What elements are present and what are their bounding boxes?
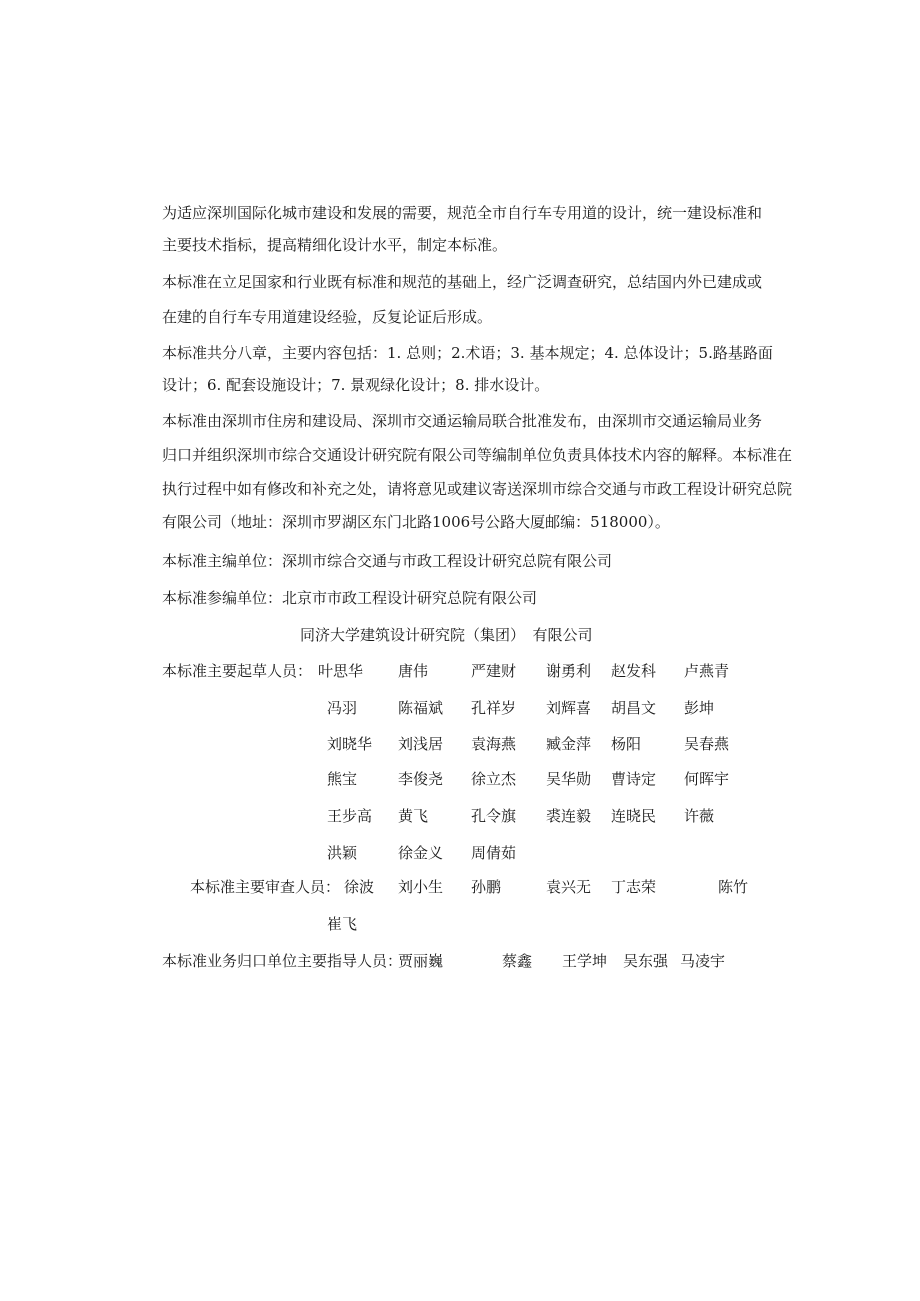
person-name: 吴华勋	[546, 770, 592, 788]
person-name: 徐波	[344, 878, 375, 896]
person-name: 黄飞	[398, 807, 429, 825]
person-name: 洪颖	[327, 844, 358, 862]
person-name: 曹诗定	[611, 770, 657, 788]
paragraph-line: 本标准在立足国家和行业既有标准和规范的基础上，经广泛调查研究，总结国内外已建成或	[162, 273, 763, 291]
drafters-label: 本标准主要起草人员：	[162, 662, 313, 680]
paragraph-line: 归口并组织深圳市综合交通设计研究院有限公司等编制单位负责具体技术内容的解释。本标准在	[162, 446, 793, 464]
paragraph-line: 设计；6. 配套设施设计；7. 景观绿化设计；8. 排水设计。	[162, 376, 550, 394]
person-name: 卢燕青	[684, 662, 730, 680]
person-name: 赵发科	[611, 662, 657, 680]
person-name: 周倩茹	[471, 844, 517, 862]
paragraph-line: 主要技术指标，提高精细化设计水平，制定本标准。	[162, 236, 508, 254]
person-name: 徐立杰	[471, 770, 517, 788]
person-name: 胡昌文	[611, 699, 657, 717]
person-name: 吴春燕	[684, 735, 730, 753]
person-name: 袁兴无	[546, 878, 592, 896]
reviewers-label: 本标准主要审查人员：	[190, 878, 341, 896]
person-name: 冯羽	[327, 699, 358, 717]
person-name: 裘连毅	[546, 807, 592, 825]
person-name: 陈竹	[718, 878, 749, 896]
person-name: 刘小生	[398, 878, 444, 896]
person-name: 孔祥岁	[471, 699, 517, 717]
person-name: 刘晓华	[327, 735, 373, 753]
chief-editor-unit: 本标准主编单位：深圳市综合交通与市政工程设计研究总院有限公司	[162, 552, 613, 570]
person-name: 王学坤	[562, 952, 608, 970]
person-name: 崔飞	[327, 915, 358, 933]
paragraph-line: 本标准共分八章，主要内容包括：1. 总则；2.术语；3. 基本规定；4. 总体设计；5.路基路面	[162, 344, 773, 362]
person-name: 丁志荣	[611, 878, 657, 896]
person-name: 臧金萍	[546, 735, 592, 753]
participating-unit: 本标准参编单位：北京市市政工程设计研究总院有限公司	[162, 589, 538, 607]
person-name: 熊宝	[327, 770, 358, 788]
person-name: 谢勇利	[546, 662, 592, 680]
person-name: 蔡鑫	[502, 952, 533, 970]
person-name: 连晓民	[611, 807, 657, 825]
guidance-label: 本标准业务归口单位主要指导人员：	[162, 952, 403, 970]
person-name: 马凌宇	[680, 952, 726, 970]
paragraph-line: 执行过程中如有修改和补充之处，请将意见或建议寄送深圳市综合交通与市政工程设计研究总院	[162, 480, 793, 498]
person-name: 孙鹏	[471, 878, 502, 896]
person-name: 严建财	[471, 662, 517, 680]
person-name: 陈福斌	[398, 699, 444, 717]
person-name: 刘辉喜	[546, 699, 592, 717]
person-name: 唐伟	[398, 662, 429, 680]
person-name: 何晖宇	[684, 770, 730, 788]
person-name: 李俊尧	[398, 770, 444, 788]
person-name: 叶思华	[318, 662, 364, 680]
person-name: 王步高	[327, 807, 373, 825]
person-name: 孔令旗	[471, 807, 517, 825]
paragraph-line: 本标准由深圳市住房和建设局、深圳市交通运输局联合批准发布，由深圳市交通运输局业务	[162, 412, 763, 430]
person-name: 刘浅居	[398, 735, 444, 753]
paragraph-line: 在建的自行车专用道建设经验，反复论证后形成。	[162, 308, 493, 326]
person-name: 袁海燕	[471, 735, 517, 753]
person-name: 彭坤	[684, 699, 715, 717]
paragraph-line: 为适应深圳国际化城市建设和发展的需要，规范全市自行车专用道的设计，统一建设标准和	[162, 204, 763, 222]
paragraph-line: 有限公司（地址：深圳市罗湖区东门北路1006号公路大厦邮编：518000）。	[162, 513, 670, 531]
person-name: 许薇	[684, 807, 715, 825]
person-name: 贾丽巍	[398, 952, 444, 970]
person-name: 徐金义	[398, 844, 444, 862]
participating-unit-2: 同济大学建筑设计研究院（集团） 有限公司	[300, 626, 593, 644]
person-name: 吴东强	[623, 952, 669, 970]
person-name: 杨阳	[611, 735, 642, 753]
